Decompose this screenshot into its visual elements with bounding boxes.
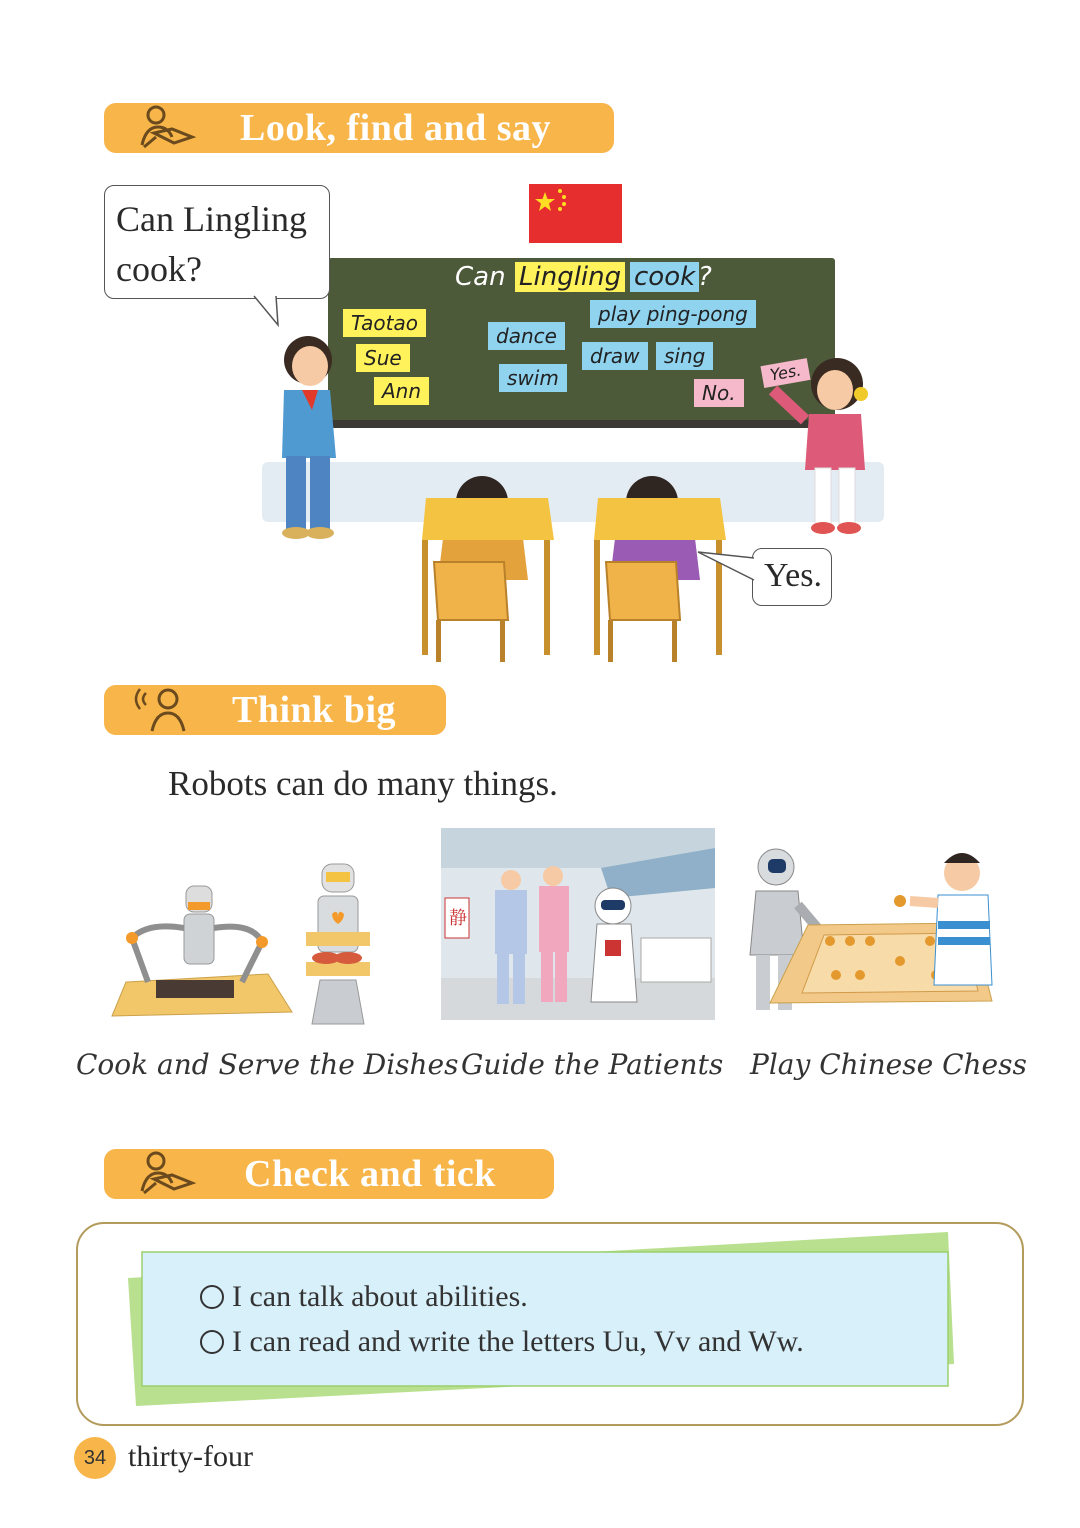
hospital-sign-text: 静 [449, 908, 467, 929]
chess-robot-illustration [740, 845, 1012, 1015]
checklist-panel-decoration [126, 1230, 958, 1410]
section-header-look [104, 103, 614, 153]
checklist-item[interactable] [200, 1325, 804, 1359]
activity-card: swim [499, 364, 567, 392]
checkbox-circle[interactable] [200, 1330, 224, 1354]
activity-card: play ping-pong [590, 300, 756, 328]
name-card: Taotao [343, 309, 426, 337]
checklist-item[interactable] [200, 1280, 528, 1314]
page-number-badge [74, 1437, 116, 1479]
speaking-person-icon [134, 685, 198, 735]
blackboard-ledge [328, 420, 835, 428]
think-big-intro: Robots can do many things. [168, 764, 558, 803]
cooking-robots-illustration [108, 862, 398, 1027]
speech-bubble-question [104, 185, 330, 299]
section-title: Check and tick [244, 1153, 496, 1195]
section-title: Think big [232, 689, 396, 731]
speech-line: Can Lingling [116, 199, 307, 239]
section-header-think [104, 685, 446, 735]
student-desk-left [418, 470, 558, 665]
answer-card-yes: Yes. [760, 358, 810, 388]
caption-cook-serve: Cook and Serve the Dishes [76, 1048, 459, 1081]
section-title: Look, find and say [240, 107, 552, 149]
activity-card: dance [488, 322, 565, 350]
speech-answer-text: Yes. [764, 557, 822, 594]
caption-chinese-chess: Play Chinese Chess [750, 1048, 1027, 1081]
board-question-mark: ? [698, 262, 712, 292]
page-number: 34 [83, 1447, 107, 1469]
reading-person-icon [134, 103, 198, 153]
speech-line: cook? [116, 249, 202, 289]
hospital-robot-illustration [441, 828, 715, 1020]
speech-tail [696, 550, 756, 590]
checklist-item-text: I can read and write the letters Uu, Vv and Ww. [232, 1325, 804, 1358]
section-header-check [104, 1149, 554, 1199]
name-card: Sue [356, 344, 410, 372]
checklist-item-text: I can talk about abilities. [232, 1280, 528, 1313]
activity-card: draw [582, 342, 648, 370]
answer-card-no: No. [694, 379, 744, 407]
boy-standing-illustration [268, 330, 348, 540]
girl-standing-illustration [765, 350, 885, 540]
checkbox-circle[interactable] [200, 1285, 224, 1309]
china-flag-icon [529, 184, 622, 243]
reading-person-icon [134, 1149, 198, 1199]
board-word-verb: cook [630, 262, 699, 292]
board-word-can: Can [455, 262, 506, 292]
speech-bubble-answer [752, 548, 832, 606]
name-card: Ann [374, 377, 429, 405]
page-word: thirty-four [128, 1440, 253, 1473]
board-word-name: Lingling [515, 262, 625, 292]
speech-tail [252, 295, 282, 327]
activity-card: sing [656, 342, 713, 370]
caption-guide-patients: Guide the Patients [461, 1048, 724, 1081]
